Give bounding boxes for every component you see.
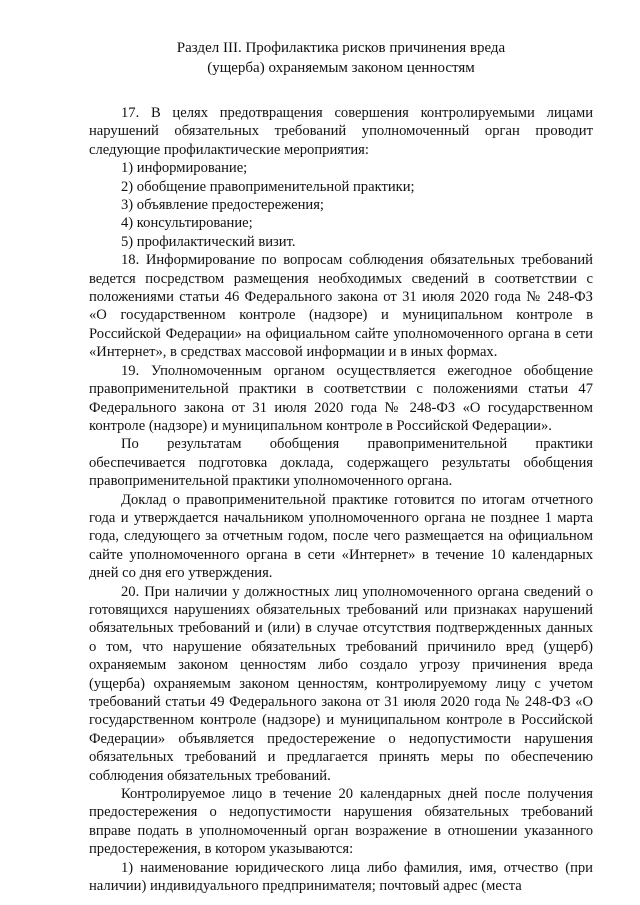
paragraph-20: 20. При наличии у должностных лиц уполномоченного органа сведений о готовящихся нарушениях обязательных требований или признаках нарушений обязательных требований и (или) в случае отсутствия подтвержденных данных о том, что нарушение обязательных требований причинило вред (ущерб) охраняемым законом ценностям либо создало угрозу причинения вреда (ущерба) охраняемым законом ценностям, контролируемому лицу с учетом требований статьи 49 Федерального закона от 31 июля 2020 года № 248-ФЗ «О государственном контроле (надзоре) и муниципальном контроле в Российской Федерации» объявляется предостережение о недопустимости нарушения обязательных требований и предлагается принять меры по обеспечению соблюдения обязательных требований. (89, 583, 593, 784)
paragraph-19: 19. Уполномоченным органом осуществляется ежегодное обобщение правоприменительной практики в соответствии с положениями статьи 47 Федерального закона от 31 июля 2020 года № 248-ФЗ «О государственном контроле (надзоре) и муниципальном контроле в Российской Федерации». (89, 362, 593, 434)
list-item-consulting: 4) консультирование; (121, 215, 253, 232)
paragraph-report-preparation: По результатам обобщения правоприменительной практики обеспечивается подготовка доклада, содержащего результаты обобщения правоприменительной практики уполномоченного органа. (89, 436, 593, 490)
list-item-warning: 3) объявление предостережения; (121, 197, 324, 214)
paragraph-17: 17. В целях предотвращения совершения контролируемыми лицами нарушений обязательных требований уполномоченный орган проводит следующие профилактические мероприятия: (89, 105, 593, 158)
list-item-informing: 1) информирование; (121, 160, 248, 177)
paragraph-objection-item-1: 1) наименование юридического лица либо фамилия, имя, отчество (при наличии) индивидуального предпринимателя; почтовый адрес (места (89, 859, 593, 895)
document-body (89, 104, 593, 895)
list-item-generalization: 2) обобщение правоприменительной практики; (121, 178, 415, 195)
paragraph-report-approval: Доклад о правоприменительной практике готовится по итогам отчетного года и утверждается начальником уполномоченного органа не позднее 1 марта года, следующего за отчетным годом, после чего размещается на официальном сайте уполномоченного органа в сети «Интернет» в течение 10 календарных дней со дня его утверждения. (89, 491, 593, 582)
section-title (89, 38, 593, 78)
section-title-line-1: Раздел III. Профилактика рисков причинения вреда (176, 40, 506, 56)
paragraph-18: 18. Информирование по вопросам соблюдения обязательных требований ведется посредством размещения необходимых сведений в соответствии с положениями статьи 46 Федерального закона от 31 июля 2020 года № 248-ФЗ «О государственном контроле (надзоре) и муниципальном контроле в Российской Федерации» на официальном сайте уполномоченного органа в сети «Интернет», в средствах массовой информации и в иных формах. (89, 252, 593, 361)
paragraph-objection: Контролируемое лицо в течение 20 календарных дней после получения предостережения о недопустимости нарушения обязательных требований вправе подать в уполномоченный орган возражение в отношении указанного предостережения, в котором указываются: (89, 786, 593, 858)
section-title-line-2: (ущерба) охраняемым законом ценностям (207, 60, 475, 76)
list-item-visit: 5) профилактический визит. (121, 233, 296, 250)
